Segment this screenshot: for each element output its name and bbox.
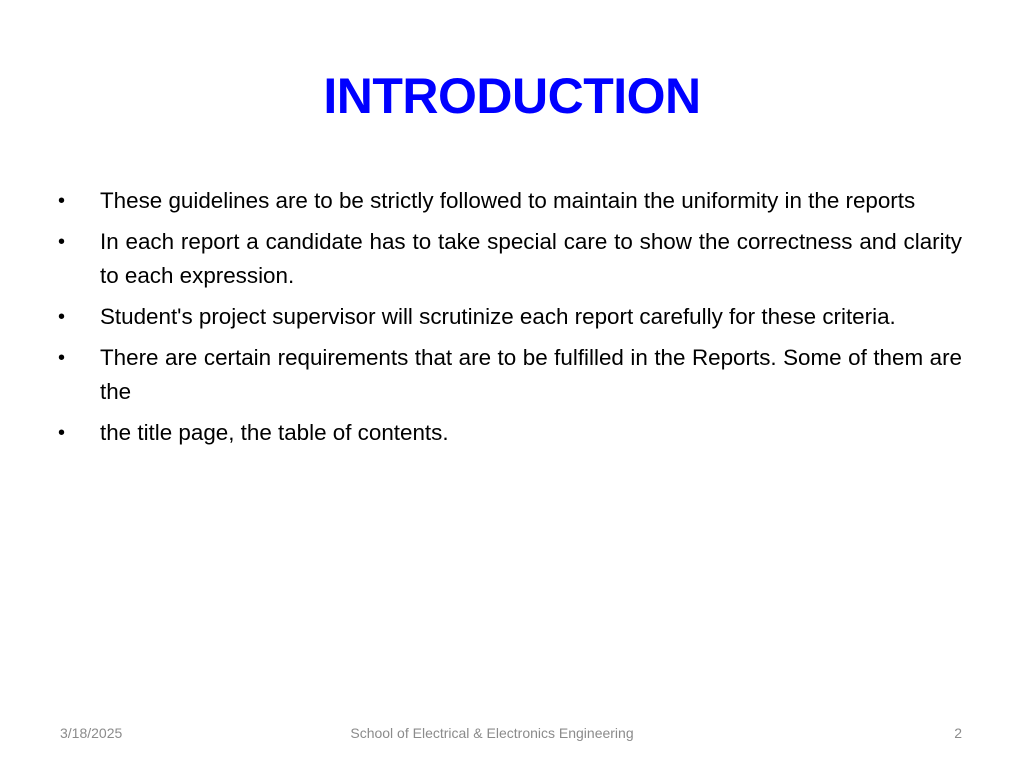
bullet-text: These guidelines are to be strictly followed to maintain the uniformity in the reports (100, 188, 916, 213)
bullet-item (56, 341, 962, 409)
bullet-item (56, 225, 962, 293)
bullet-text: the title page, the table of contents. (100, 420, 449, 445)
footer-date: 3/18/2025 (60, 725, 123, 741)
bullet-item (56, 300, 962, 334)
bullet-list (56, 184, 962, 457)
footer-school-name: School of Electrical & Electronics Engineering (350, 725, 634, 741)
bullet-item (56, 184, 962, 218)
bullet-text: Student's project supervisor will scrutinize each report carefully for these criteria. (100, 304, 896, 329)
bullet-text: There are certain requirements that are to be fulfilled in the Reports. Some of them are the (100, 345, 962, 404)
bullet-icon: • (58, 422, 66, 444)
bullet-icon: • (58, 347, 66, 369)
slide-title: INTRODUCTION (323, 68, 701, 124)
bullet-icon: • (58, 190, 66, 212)
bullet-text: In each report a candidate has to take special care to show the correctness and clarity to each expression. (100, 229, 962, 288)
footer-page-number: 2 (954, 725, 962, 741)
bullet-item (56, 416, 962, 450)
bullet-icon: • (58, 306, 66, 328)
bullet-icon: • (58, 231, 66, 253)
